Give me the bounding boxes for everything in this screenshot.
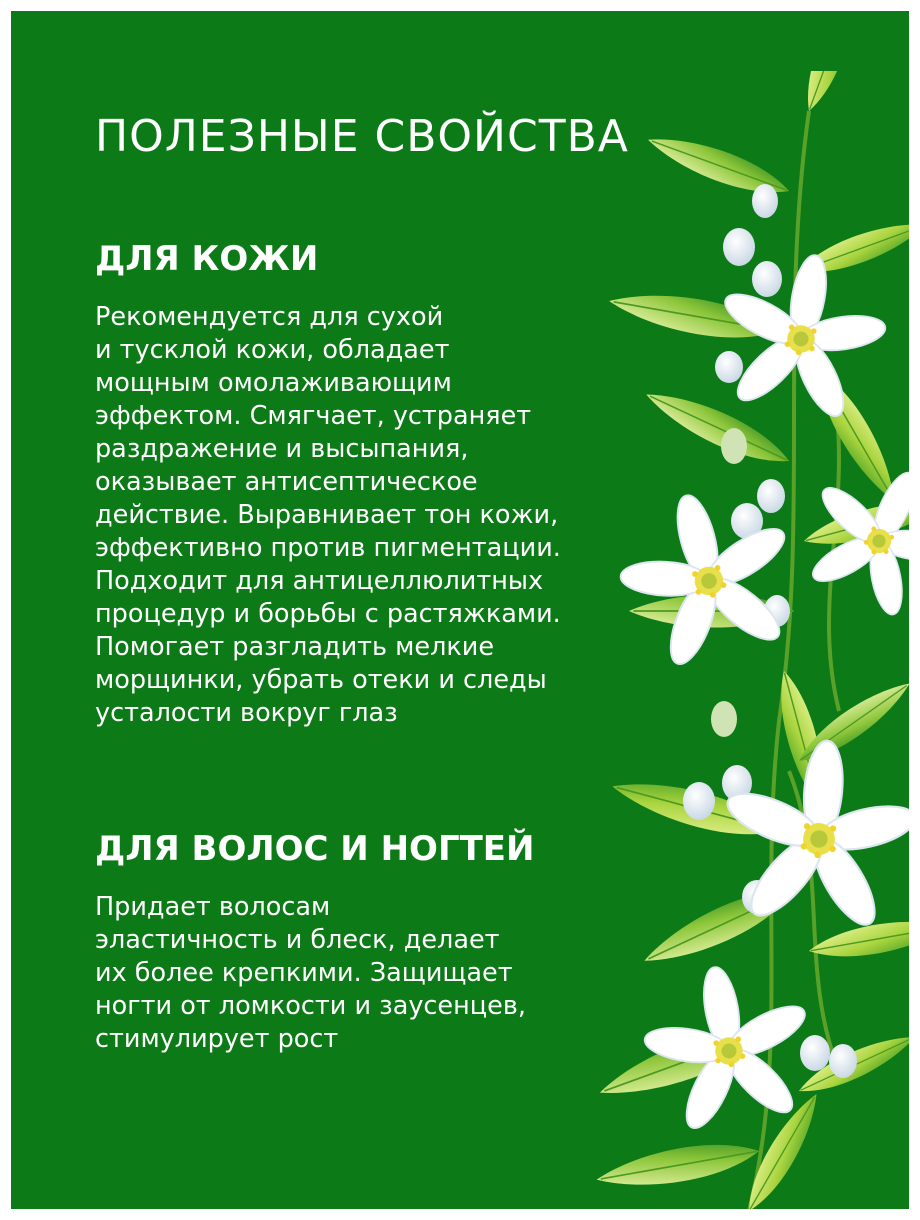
page-title: ПОЛЕЗНЫЕ СВОЙСТВА xyxy=(95,111,629,162)
text-line: и тусклой кожи, обладает xyxy=(95,335,450,365)
text-line: Рекомендуется для сухой xyxy=(95,302,444,332)
text-line: морщинки, убрать отеки и следы xyxy=(95,665,547,695)
text-line: Подходит для антицеллюлитных xyxy=(95,566,544,596)
text-line: ногти от ломкости и заусенцев, xyxy=(95,991,526,1021)
section-heading-skin: ДЛЯ КОЖИ xyxy=(95,239,319,279)
section-text-skin xyxy=(95,301,561,730)
text-line: эластичность и блеск, делает xyxy=(95,925,500,955)
text-line: Помогает разгладить мелкие xyxy=(95,632,495,662)
text-line: усталости вокруг глаз xyxy=(95,698,398,728)
text-line: стимулирует рост xyxy=(95,1024,339,1054)
info-card xyxy=(11,11,909,1209)
text-line: эффективно против пигментации. xyxy=(95,533,561,563)
text-line: действие. Выравнивает тон кожи, xyxy=(95,500,559,530)
text-line: эффектом. Смягчает, устраняет xyxy=(95,401,532,431)
text-line: процедур и борьбы с растяжками. xyxy=(95,599,561,629)
text-line: оказывает антисептическое xyxy=(95,467,478,497)
text-line: раздражение и высыпания, xyxy=(95,434,469,464)
text-line: их более крепкими. Защищает xyxy=(95,958,513,988)
section-text-hair-nails xyxy=(95,891,526,1056)
section-heading-hair-nails: ДЛЯ ВОЛОС И НОГТЕЙ xyxy=(95,829,535,869)
neroli-blossom-illustration xyxy=(579,71,909,1209)
text-line: мощным омолаживающим xyxy=(95,368,452,398)
flowers xyxy=(600,240,909,1143)
text-line: Придает волосам xyxy=(95,892,331,922)
